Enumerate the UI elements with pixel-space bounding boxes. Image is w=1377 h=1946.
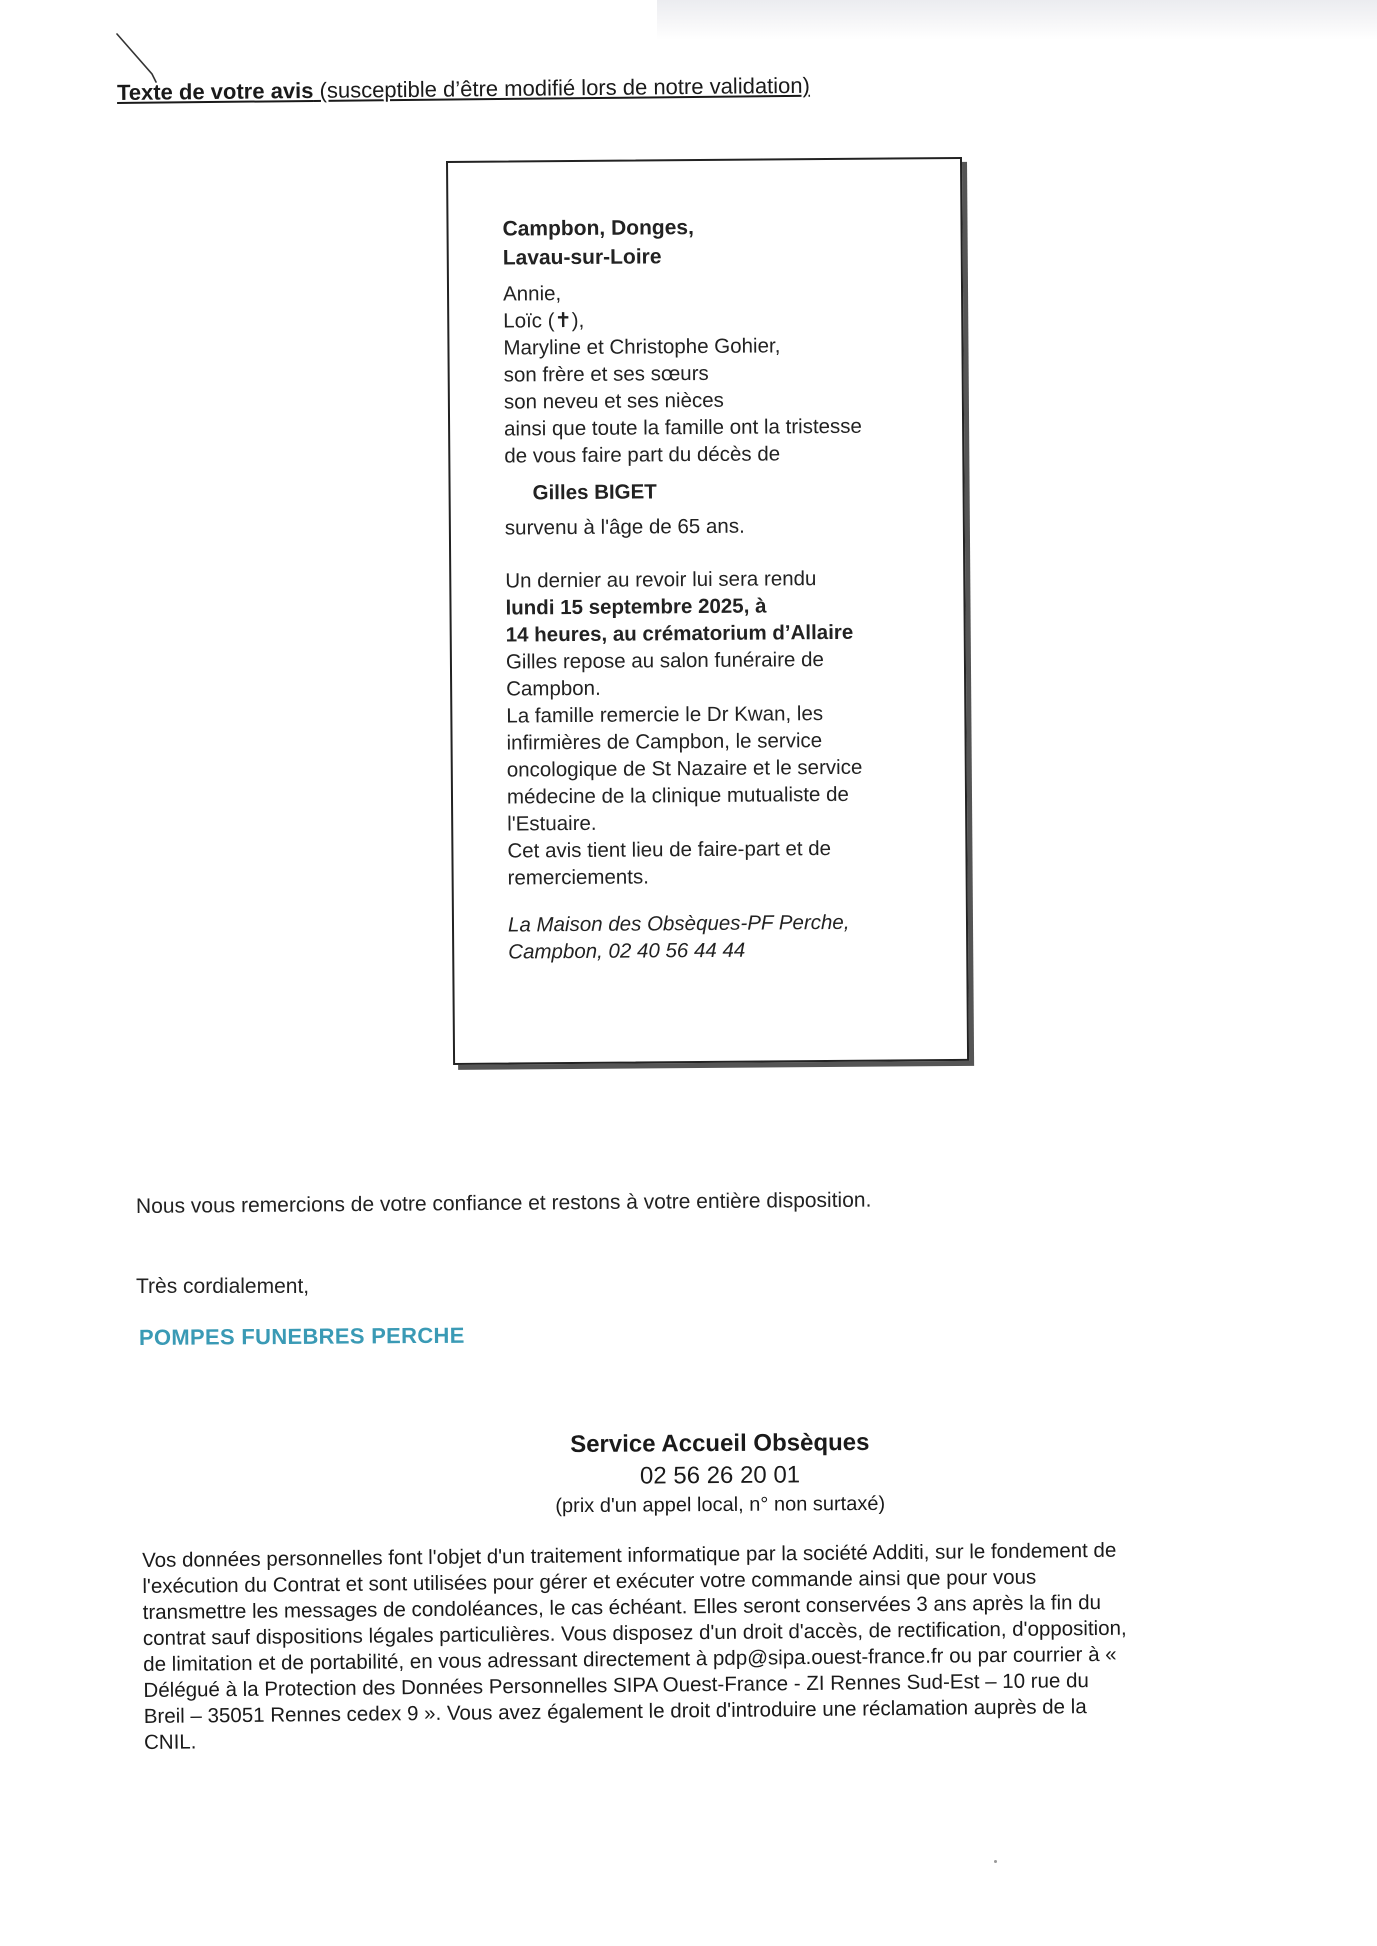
family-line: Maryline et Christophe Gohier, bbox=[503, 334, 781, 360]
thanks-sentence: Nous vous remercions de votre confiance et restons à votre entière disposition. bbox=[135, 1188, 872, 1218]
deceased-name: Gilles BIGET bbox=[532, 480, 657, 505]
family-line: de vous faire part du décès de bbox=[504, 442, 781, 468]
obituary-notice-content bbox=[502, 211, 948, 965]
privacy-line: l'exécution du Contrat et sont utilisées pour gérer et exécuter votre commande ainsi que pour vous bbox=[142, 1565, 1037, 1598]
scan-shadow bbox=[657, 0, 1377, 40]
signature-line: La Maison des Obsèques-PF Perche, bbox=[507, 910, 850, 937]
body-line: Gilles repose au salon funéraire de bbox=[505, 648, 824, 674]
body-line: oncologique de St Nazaire et le service bbox=[506, 755, 863, 782]
ceremony-date: lundi 15 septembre 2025, à bbox=[505, 594, 767, 620]
body-line: Campbon. bbox=[506, 676, 601, 701]
family-line: son frère et ses sœurs bbox=[503, 361, 709, 387]
regards-line: Très cordialement, bbox=[136, 1275, 310, 1298]
privacy-notice bbox=[142, 1536, 1324, 1756]
family-line: Annie, bbox=[502, 282, 562, 306]
family-list bbox=[503, 277, 944, 469]
privacy-line: CNIL. bbox=[143, 1730, 197, 1754]
body-line: remerciements. bbox=[507, 865, 649, 890]
service-call-note: (prix d'un appel local, n° non surtaxé) bbox=[555, 1492, 886, 1518]
age-line: survenu à l'âge de 65 ans. bbox=[504, 514, 745, 540]
ceremony-intro: Un dernier au revoir lui sera rendu bbox=[505, 567, 817, 593]
body-line: médecine de la clinique mutualiste de bbox=[506, 782, 849, 809]
privacy-line: Breil – 35051 Rennes cedex 9 ». Vous avez également le droit d'introduire une réclamation auprès de la bbox=[143, 1695, 1087, 1728]
body-line: infirmières de Campbon, le service bbox=[506, 729, 823, 755]
notice-text-heading bbox=[117, 73, 810, 106]
body-line: Cet avis tient lieu de faire-part et de bbox=[507, 836, 832, 863]
ceremony-place: 14 heures, au crématorium d’Allaire bbox=[505, 620, 854, 647]
notice-places bbox=[502, 211, 942, 272]
family-line: Loïc (✝), bbox=[503, 308, 585, 333]
signature-line: Campbon, 02 40 56 44 44 bbox=[508, 938, 746, 964]
heading-subtitle: (susceptible d’être modifié lors de notre validation) bbox=[313, 72, 811, 103]
body-line: l'Estuaire. bbox=[507, 811, 597, 836]
privacy-line: Délégué à la Protection des Données Personnelles SIPA Ouest-France - ZI Rennes Sud-Est – 10 rue du bbox=[143, 1669, 1089, 1702]
family-line: ainsi que toute la famille ont la tristesse bbox=[504, 414, 862, 441]
privacy-line: contrat sauf dispositions légales particulières. Vous disposez d'un droit d'accès, de rectification, d'opposition, bbox=[142, 1616, 1127, 1650]
notice-body bbox=[506, 645, 948, 891]
place-line: Campbon, Donges, bbox=[502, 216, 694, 241]
service-title: Service Accueil Obsèques bbox=[570, 1428, 870, 1459]
service-phone: 02 56 26 20 01 bbox=[639, 1461, 801, 1490]
company-name: POMPES FUNEBRES PERCHE bbox=[138, 1322, 465, 1350]
heading-bold-label: Texte de votre avis bbox=[116, 77, 314, 105]
privacy-line: transmettre les messages de condoléances, le cas échéant. Elles seront conservées 3 ans après la fin du bbox=[142, 1590, 1102, 1624]
privacy-line: de limitation et de portabilité, en vous adressant directement à pdp@sipa.ouest-france.fr ou par courrier à « bbox=[143, 1642, 1117, 1676]
funeral-home-signature bbox=[508, 908, 948, 965]
privacy-line: Vos données personnelles font l'objet d'un traitement informatique par la société Additi, sur le fondement de bbox=[142, 1538, 1117, 1572]
scan-speck bbox=[994, 1860, 997, 1863]
obituary-notice-box bbox=[446, 157, 969, 1065]
service-contact-block bbox=[440, 1428, 1001, 1519]
body-line: La famille remercie le Dr Kwan, les bbox=[506, 702, 824, 728]
family-line: son neveu et ses nièces bbox=[503, 388, 724, 414]
place-line: Lavau-sur-Loire bbox=[502, 245, 662, 270]
